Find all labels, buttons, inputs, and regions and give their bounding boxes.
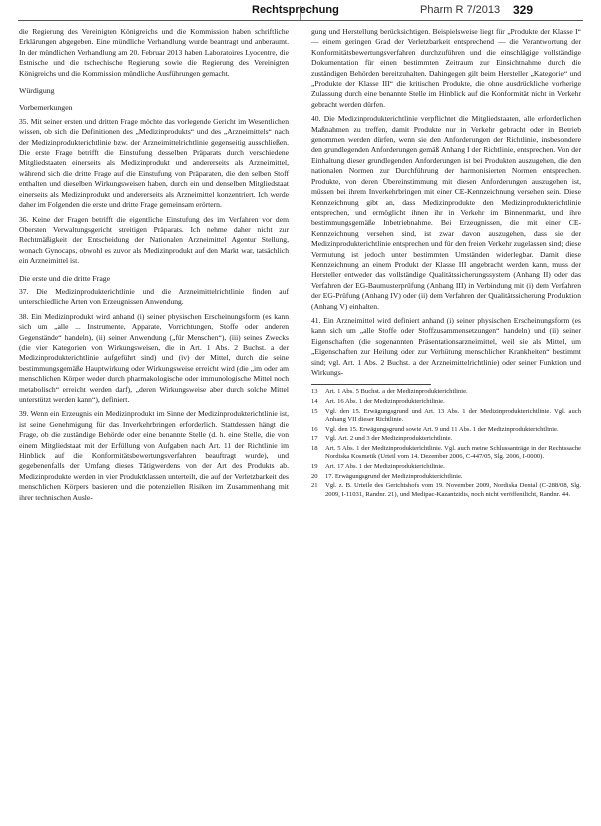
- footnote: 14 Art. 16 Abs. 1 der Medizinprodukterichtlinie.: [311, 398, 445, 406]
- footnote: 15 Vgl. den 15. Erwägungsgrund und Art. 13 Abs. 1 der Medizinprodukterichtlinie. Vgl. auch Anhang VII dieser Richtlinie.: [311, 407, 581, 424]
- paragraph-35: 35. Mit seiner ersten und dritten Frage möchte das vorlegende Gericht im Wesentlichen wissen, ob sich die Definitionen des „Medizinprodukts“ und des „Arzneimittels“ nach der Medizinprodukterichtlinie bzw. der Arzneimittelrichtlinie gegenseitig ausschließen. Die erste Frage betrifft die Einstufung desselben Präparats durch verschiedene Mitgliedstaaten einerseits als Medizinprodukt und andererseits als Arzneimittel, während sich die dritte Frage auf die Einstufung von Präparaten, die den selben Stoff enthalten und dieselben Wirkungsweisen haben, durch ein und denselben Mitgliedstaat einerseits als Medizinprodukt und andererseits als Arzneimittel konzentriert. Ich werde daher im Folgenden die erste und dritte Frage gemeinsam erörtern.: [19, 116, 289, 210]
- page-number: 329: [513, 3, 534, 17]
- paragraph-40: 40. Die Medizinprodukterichtlinie verpflichtet die Mitgliedstaaten, alle erforderlichen Maßnahmen zu treffen, damit Produkte nur in Verkehr gebracht oder in Betrieb genommen werden dürfen, wenn sie den Anforderungen der Richtlinie, insbesondere den grundlegenden Anforderungen gemäß Anhang I der Richtlinie, entsprechen. Von der Einhaltung dieser grundlegenden Anforderungen ist bei Produkten auszugehen, die den nationalen Normen zur Durchführung der harmonisierten Normen entsprechen. Produkte, von deren Übereinstimmung mit diesen Anforderungen auszugehen ist, müssen bei ihrem Inverkehrbringen mit einer CE-Kennzeichnung versehen sein. Diese Kennzeichnung gibt an, dass Medizinprodukte den Medizinprodukterichtlinie entsprechen, und ermöglicht ihnen ihr in Verkehr im Binnenmarkt, und ihre bestimmungsgemäße Inbetriebnahme. Bei Erzeugnissen, die mit einer CE-Kennzeichnung versehen sind, ist zwar davon auszugehen, dass sie der Medizinprodukterichtlinie entsprechen und für den freien Verkehr zugelassen sind; diese Vermutung ist jedoch unter bestimmten Umständen widerlegbar. Damit diese Kennzeichnung an einem Produkt der Klasse III angebracht werden kann, muss der Hersteller entweder das vollständige Qualitätssicherungssystem (Anhang II) oder das Verfahren der EG-Baumusterprüfung (Anhang III) in Verbindung mit (i) dem Verfahren der EG-Prüfung (Anhang IV) oder (ii) dem Verfahren der Qualitätssicherung Produktion (Anhang V) einhalten.: [311, 114, 581, 311]
- footnote: 21 Vgl. z. B. Urteile des Gerichtshofs vom 19. November 2009, Nordiska Dental (C-288/08, Slg. 2009, I-11031, Randnr. 21), und Medipac-Kazantzidis, noch nicht veröffentlicht, Randnr. 44.: [311, 482, 581, 498]
- left-column: [19, 27, 289, 507]
- paragraph-37: 37. Die Medizinprodukterichtlinie und die Arzneimittelrichtlinie finden auf unterschiedliche Arten von Erzeugnissen Anwendung.: [19, 286, 289, 307]
- footnote-rule: [311, 384, 431, 385]
- paragraph-intro: die Regierung des Vereinigten Königreichs und die Kommission haben schriftliche Erklärungen abgegeben. Eine mündliche Verhandlung wurde beantragt und anberaumt. In der mündlichen Verhandlung am 20. Februar 2013 haben Laboratoires Lyocentre, die Estnische und die tschechische Regierung sowie die Regierung des Vereinigten Königreichs und die Kommission mündliche Ausführungen gemacht.: [19, 27, 289, 78]
- footnote: 16 Vgl. den 15. Erwägungsgrund sowie Art. 9 und 11 Abs. 1 der Medizinprodukterichtlinie.: [311, 425, 559, 433]
- paragraph-41: 41. Ein Arzneimittel wird definiert anhand (i) seiner physischen Erscheinungsform (es kann sich um „alle Stoffe oder Stoffzusammensetzungen“ handeln) und (ii) seiner Eigenschaften (die sogenannten Präsentationsarzneimittel, weil sie als Mittel, um „Eigenschaften zur Heilung oder zur Verhütung menschlicher Krankheiten“ bestimmt sind; vgl. Art. 1 Abs. 2 Buchst. a der Arzneimittelrichtlinie) oder seiner Funktion und Wirkungs-: [311, 315, 581, 377]
- heading-vorbemerkungen: Vorbemerkungen: [19, 103, 73, 113]
- header-rule: [18, 20, 583, 21]
- paragraph-39: 39. Wenn ein Erzeugnis ein Medizinprodukt im Sinne der Medizinprodukterichtlinie ist, ist seine Genehmigung für das Inverkehrbringen erforderlich. Stattdessen hängt die Frage, ob die zuständige Behörde oder eine benannte Stelle (d. h. eine Stelle, die von einem Mitgliedstaat mit der Erfüllung von Aufgaben nach Art. 11 der Richtlinie im Hinblick auf die Konformitätsbewertungsverfahren beauftragt wurde), und gegebenenfalls der Umfang dieses Tätigwerdens von der Art des Produkts ab. Medizinprodukte werden in vier Produktklassen unterteilt, die auf der Verletzbarkeit des menschlichen Körpers basieren und die potenziellen Risiken im Zusammenhang mit ihrer technischen Ausle-: [19, 409, 289, 502]
- paragraph-38: 38. Ein Medizinprodukt wird anhand (i) seiner physischen Erscheinungsform (es kann sich um „alle ... Instrumente, Apparate, Vorrichtungen, Stoffe oder anderen Gegenstände“ handeln), (ii) seiner Anwendung („für Menschen“), (iii) seines Zwecks (die vier Kategorien von Wirkungsweisen, die in Art. 1 Abs. 2 Buchst. a der Medizinprodukterichtlinie aufgeführt sind) und (iv) der Mittel, durch die seine bestimmungsgemäße Hauptwirkung oder Wirkungsweise erreicht wird (die „im oder am menschlichen Körper weder durch pharmakologische oder immunologische Mittel noch metabolisch“ erreicht werden darf), „deren Wirkungsweise aber durch solche Mittel unterstützt werden kann“), definiert.: [19, 311, 289, 404]
- right-column: [311, 27, 581, 500]
- paragraph-continued: gung und Herstellung berücksichtigen. Beispielsweise liegt für „Produkte der Klasse I“ — einem geringen Grad der Verletzbarkeit entsprechend — die Verantwortung der Konformitätsbewertungsverfahren durchzuführen und die einschlägige vollständige Dokumentation für einen bestimmten Zeitraum zur Einsichtnahme durch die zuständigen Behörden bereitzuhalten. Dahingegen gilt beim Hersteller „Kategorie“ und „Produkte der Klasse III“ die kritischen Produkte, die ohne ausdrückliche vorherige Zulassung durch eine benannte Stelle im Hinblick auf die Konformität nicht in Verkehr gebracht werden dürfen.: [311, 27, 581, 109]
- section-label: Rechtsprechung: [252, 4, 339, 16]
- footnote: 20 17. Erwägungsgrund der Medizinprodukterichtlinie.: [311, 472, 463, 480]
- paragraph-36: 36. Keine der Fragen betrifft die eigentliche Einstufung des im Verfahren vor dem Obersten Verwaltungsgericht streitigen Präparats. Ich nehme daher nicht zur Rechtmäßigkeit der Entscheidung der Nationalen Arzneimittel Agentur Stellung, wonach Gynocaps, obwohl es zuvor als Medizinprodukt auf den Markt war, tatsächlich ein Arzneimittel ist.: [19, 214, 289, 266]
- footnote: 13 Art. 1 Abs. 5 Buchst. a der Medizinprodukterichtlinie.: [311, 388, 468, 396]
- footnote: 17 Vgl. Art. 2 und 3 der Medizinprodukterichtlinie.: [311, 435, 453, 443]
- page-header: [0, 0, 601, 24]
- footnote: 19 Art. 17 Abs. 1 der Medizinprodukterichtlinie.: [311, 463, 445, 471]
- heading-wuerdigung: Würdigung: [19, 86, 55, 96]
- footnote: 18 Art. 5 Abs. 1 der Medizinprodukterichtlinie. Vgl. auch meine Schlussanträge in der Rechtssache Nordiska Kosmetik (Urteil vom 14. Dezember 2006, C-447/05, Slg. 2006, I-0000).: [311, 445, 581, 461]
- heading-erste-dritte-frage: Die erste und die dritte Frage: [19, 273, 111, 283]
- journal-name: Pharm R 7/2013: [420, 4, 501, 16]
- footnotes: [311, 388, 581, 498]
